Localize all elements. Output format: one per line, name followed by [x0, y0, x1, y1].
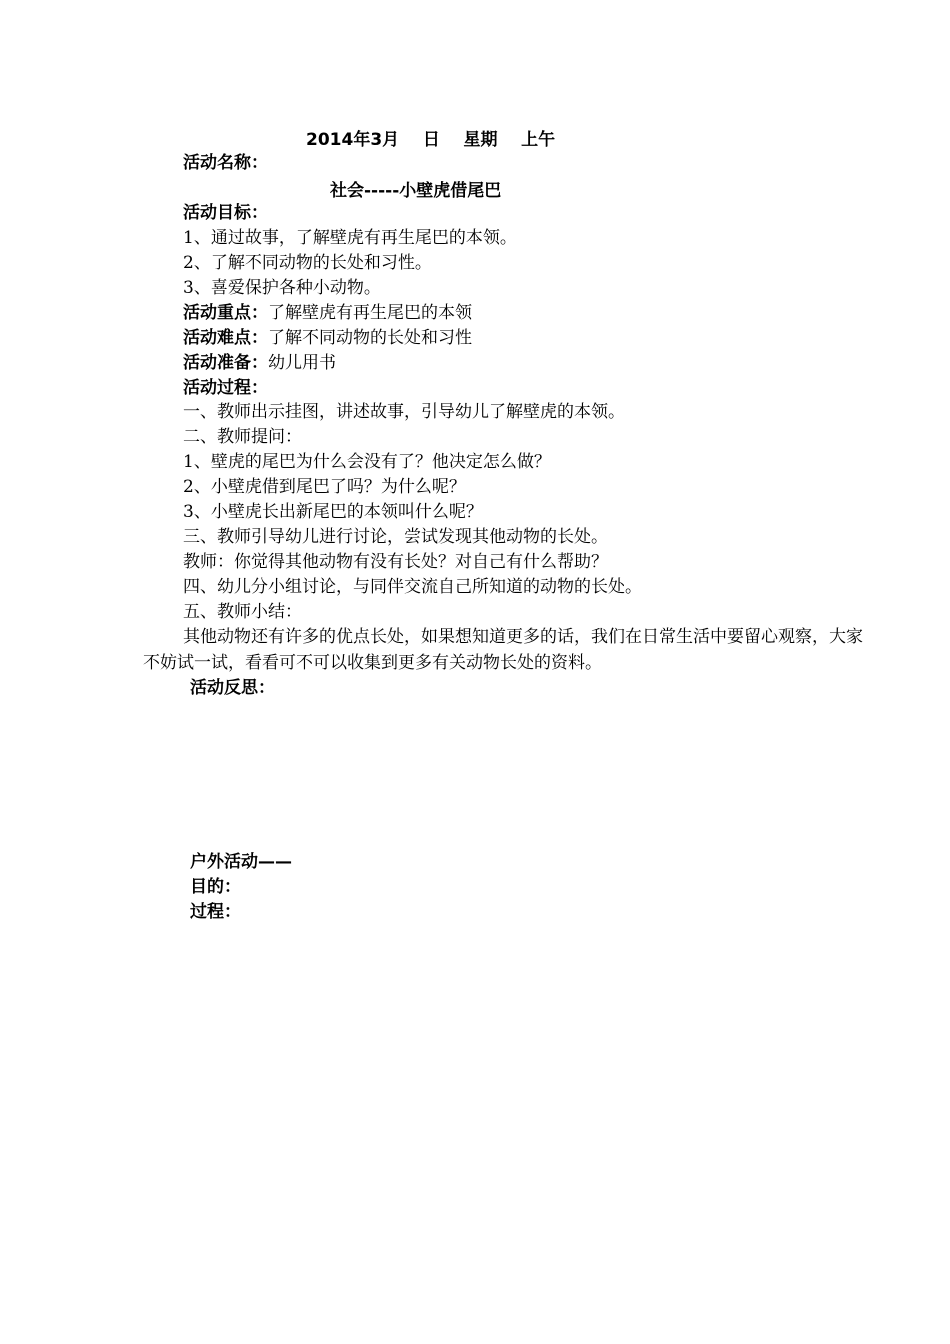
summary-paragraph: 其他动物还有许多的优点长处，如果想知道更多的话，我们在日常生活中要留心观察，大家不妨试一试，看看可不可以收集到更多有关动物长处的资料。 [143, 627, 863, 673]
process-step: 教师：你觉得其他动物有没有长处？对自己有什么帮助？ [183, 552, 608, 572]
activity-name-label: 活动名称： [183, 153, 268, 173]
reflection-label: 活动反思： [190, 678, 275, 698]
outdoor-purpose-label: 目的： [190, 877, 241, 897]
outdoor-activity-title: 户外活动—— [190, 852, 292, 872]
difficulty-row [183, 326, 472, 350]
preparation-row [183, 351, 336, 375]
process-label: 活动过程： [183, 378, 268, 398]
goal-item: 3、喜爱保护各种小动物。 [183, 278, 381, 298]
key-point-row [183, 301, 472, 325]
process-step: 五、教师小结： [183, 602, 302, 622]
preparation-value: 幼儿用书 [268, 353, 336, 373]
process-step: 二、教师提问： [183, 427, 302, 447]
preparation-label: 活动准备： [183, 353, 268, 373]
activity-title: 社会-----小壁虎借尾巴 [330, 181, 502, 201]
outdoor-process-label: 过程： [190, 902, 241, 922]
process-step: 三、教师引导幼儿进行讨论，尝试发现其他动物的长处。 [183, 527, 608, 547]
process-step: 3、小壁虎长出新尾巴的本领叫什么呢？ [183, 502, 483, 522]
key-point-value: 了解壁虎有再生尾巴的本领 [268, 303, 472, 323]
date-heading: 2014年3月 日 星期 上午 [306, 130, 556, 150]
process-step: 一、教师出示挂图，讲述故事，引导幼儿了解壁虎的本领。 [183, 402, 625, 422]
goals-label: 活动目标： [183, 203, 268, 223]
goal-item: 2、了解不同动物的长处和习性。 [183, 253, 432, 273]
key-point-label: 活动重点： [183, 303, 268, 323]
process-step: 四、幼儿分小组讨论，与同伴交流自己所知道的动物的长处。 [183, 577, 642, 597]
difficulty-label: 活动难点： [183, 328, 268, 348]
goal-item: 1、通过故事，了解壁虎有再生尾巴的本领。 [183, 228, 517, 248]
process-step: 2、小壁虎借到尾巴了吗？为什么呢？ [183, 477, 466, 497]
process-step: 1、壁虎的尾巴为什么会没有了？他决定怎么做？ [183, 452, 551, 472]
difficulty-value: 了解不同动物的长处和习性 [268, 328, 472, 348]
